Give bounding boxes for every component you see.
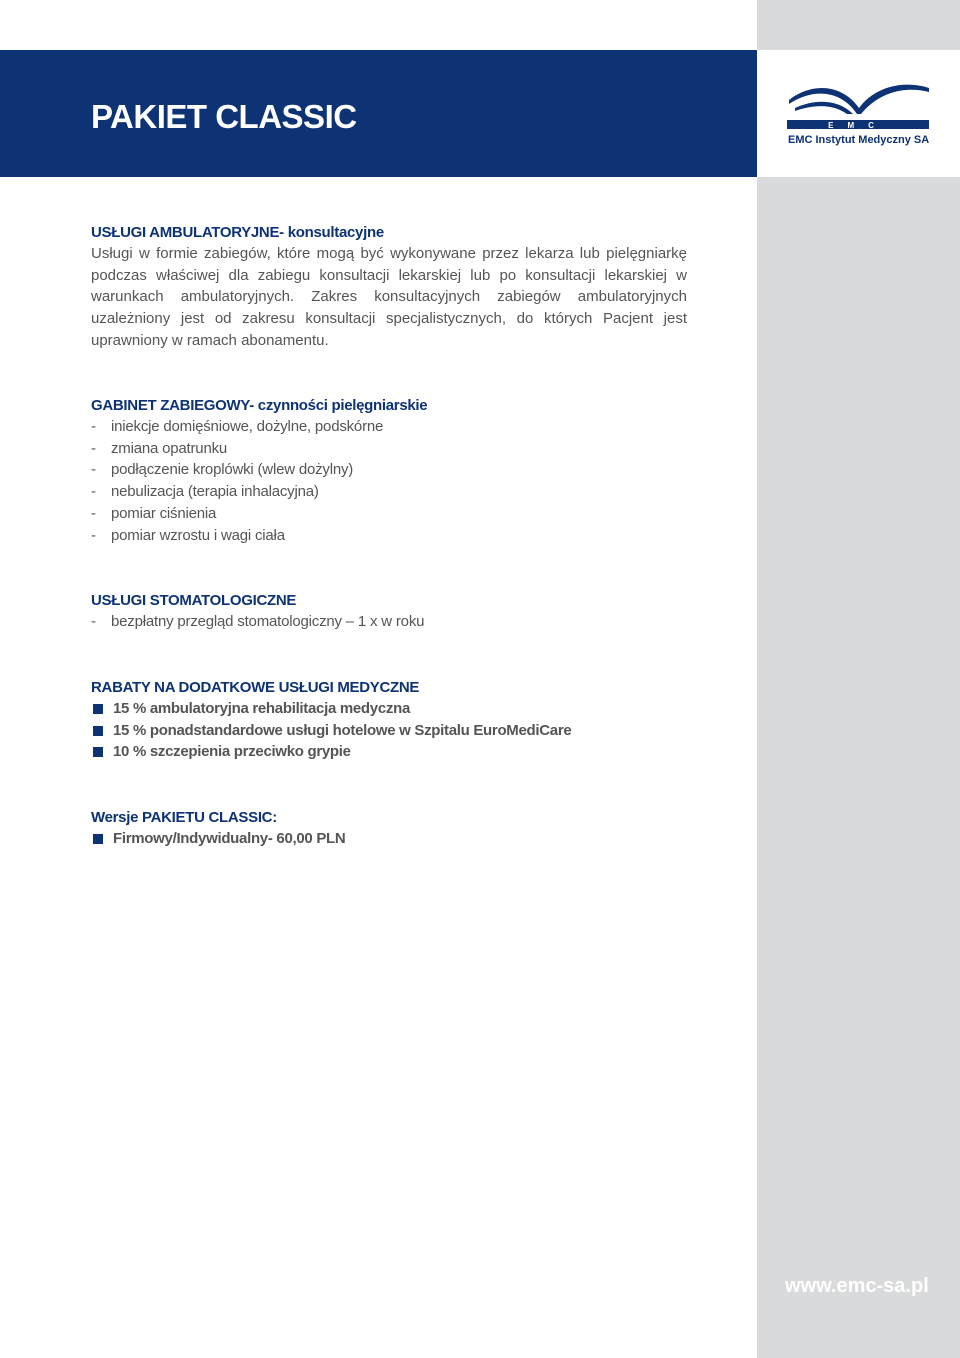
logo	[757, 50, 960, 177]
dash-bullet: -	[91, 613, 96, 630]
page-title: PAKIET CLASSIC	[91, 98, 357, 135]
list-item: - bezpłatny przegląd stomatologiczny – 1 x w roku	[91, 611, 687, 633]
list-item: - pomiar ciśnienia	[91, 503, 687, 525]
section-dental	[91, 590, 687, 633]
dash-bullet: -	[91, 483, 96, 501]
company-name: EMC Instytut Medyczny SA	[788, 134, 930, 146]
section-heading: Wersje PAKIETU CLASSIC:	[91, 809, 277, 826]
section-ambulatory	[91, 222, 687, 352]
dash-bullet: -	[91, 461, 96, 479]
list-item: - podłączenie kroplówki (wlew dożylny)	[91, 459, 687, 481]
dash-bullet: -	[91, 526, 96, 544]
square-bullet-icon	[93, 704, 103, 714]
section-versions	[91, 807, 687, 850]
logo-letters: EMC	[828, 121, 888, 130]
treatment-list	[91, 416, 687, 546]
list-item: - iniekcje domięśniowe, dożylne, podskórne	[91, 416, 687, 438]
versions-list	[91, 828, 687, 850]
list-item: - pomiar wzrostu i wagi ciała	[91, 525, 687, 547]
emc-bird-logo-icon	[787, 78, 932, 134]
list-item: 15 % ponadstandardowe usługi hotelowe w Szpitalu EuroMediCare	[91, 720, 687, 742]
section-discounts	[91, 677, 687, 763]
section-paragraph: Usługi w formie zabiegów, które mogą być wykonywane przez lekarza lub pielęgniarkę podczas właściwej dla zabiegu konsultacji lekarskiej lub po konsultacji lekarskiej w warunkach ambulatoryjnych. Zakres konsultacyjnych zabiegów ambulatoryjnych uzależniony jest od zakresu konsultacji specjalistycznych, do których Pacjent jest uprawniony w ramach abonamentu.	[91, 245, 687, 349]
list-item: 10 % szczepienia przeciwko grypie	[91, 741, 687, 763]
list-item: - nebulizacja (terapia inhalacyjna)	[91, 481, 687, 503]
website-url: www.emc-sa.pl	[785, 1275, 929, 1297]
section-heading: GABINET ZABIEGOWY- czynności pielęgniarskie	[91, 397, 428, 414]
section-treatment-room	[91, 395, 687, 546]
dental-list	[91, 611, 687, 633]
dash-bullet: -	[91, 504, 96, 522]
section-heading: RABATY NA DODATKOWE USŁUGI MEDYCZNE	[91, 679, 420, 696]
square-bullet-icon	[93, 834, 103, 844]
square-bullet-icon	[93, 726, 103, 736]
dash-bullet: -	[91, 439, 96, 457]
section-heading: USŁUGI AMBULATORYJNE- konsultacyjne	[91, 224, 384, 241]
section-heading: USŁUGI STOMATOLOGICZNE	[91, 592, 297, 609]
list-item: - zmiana opatrunku	[91, 438, 687, 460]
square-bullet-icon	[93, 747, 103, 757]
list-item: Firmowy/Indywidualny- 60,00 PLN	[91, 828, 687, 850]
list-item: 15 % ambulatoryjna rehabilitacja medyczna	[91, 698, 687, 720]
discounts-list	[91, 698, 687, 763]
dash-bullet: -	[91, 418, 96, 435]
right-sidebar	[757, 0, 960, 1358]
